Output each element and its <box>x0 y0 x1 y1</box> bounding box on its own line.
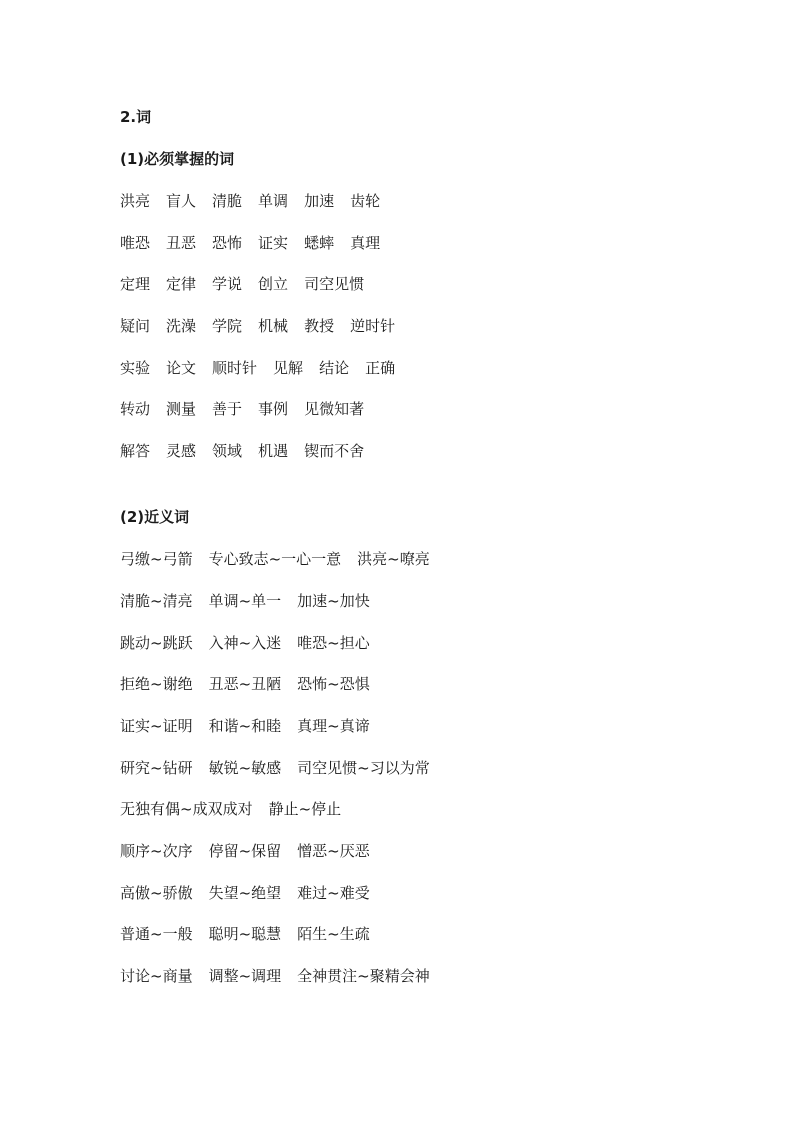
word-item: 加速 <box>304 192 335 210</box>
part2-heading: (2)近义词 <box>120 508 190 527</box>
word-item: 司空见惯 <box>304 275 365 294</box>
synonym-pair: 证实~证明 <box>120 716 193 735</box>
synonym-row <box>120 714 720 738</box>
word-item: 解答 <box>120 442 151 461</box>
word-row <box>120 314 720 338</box>
synonym-pair: 高傲~骄傲 <box>120 883 193 902</box>
synonym-pair: 普通~一般 <box>120 925 193 944</box>
document-page <box>120 105 720 988</box>
synonym-pair: 加速~加快 <box>297 591 370 610</box>
synonym-pair: 憎恶~厌恶 <box>297 841 370 860</box>
word-item: 锲而不舍 <box>304 442 365 461</box>
word-item: 洪亮 <box>120 192 151 210</box>
section-title: 2.词 <box>120 108 152 126</box>
synonym-row <box>120 922 720 946</box>
synonym-pair: 静止~停止 <box>268 800 342 819</box>
word-item: 机械 <box>258 317 289 336</box>
synonym-pair: 洪亮~嘹亮 <box>357 550 430 569</box>
word-item: 真理 <box>350 233 381 252</box>
word-item: 学说 <box>212 275 243 294</box>
synonym-pair: 弓缴~弓箭 <box>120 550 193 569</box>
synonym-pair: 入神~入迷 <box>208 633 282 652</box>
word-item: 洗澡 <box>166 317 197 336</box>
word-row <box>120 272 720 296</box>
part2-synonym-list <box>120 547 720 988</box>
word-item: 齿轮 <box>350 192 381 210</box>
word-item: 单调 <box>258 192 289 210</box>
word-item: 学院 <box>212 317 243 336</box>
part1-word-list <box>120 189 720 463</box>
synonym-pair: 恐怖~恐惧 <box>297 675 370 694</box>
synonym-pair: 拒绝~谢绝 <box>120 675 193 694</box>
synonym-row <box>120 797 720 821</box>
synonym-pair: 唯恐~担心 <box>297 633 370 652</box>
word-item: 疑问 <box>120 317 151 336</box>
synonym-pair: 敏锐~敏感 <box>208 758 282 777</box>
word-item: 正确 <box>365 358 396 377</box>
word-item: 清脆 <box>212 192 243 210</box>
word-item: 测量 <box>166 400 197 419</box>
word-row <box>120 231 720 255</box>
word-item: 创立 <box>258 275 289 294</box>
synonym-pair: 丑恶~丑陋 <box>208 675 282 694</box>
synonym-row <box>120 631 720 655</box>
synonym-row <box>120 881 720 905</box>
synonym-pair: 清脆~清亮 <box>120 591 193 610</box>
synonym-row <box>120 839 720 863</box>
synonym-pair: 讨论~商量 <box>120 967 193 985</box>
word-item: 机遇 <box>258 442 289 461</box>
word-item: 蟋蟀 <box>304 233 335 252</box>
synonym-pair: 司空见惯~习以为常 <box>297 758 430 777</box>
word-item: 见解 <box>273 358 304 377</box>
word-item: 逆时针 <box>350 317 396 336</box>
word-item: 定律 <box>166 275 197 294</box>
word-item: 恐怖 <box>212 233 243 252</box>
word-item: 证实 <box>258 233 289 252</box>
synonym-row <box>120 756 720 780</box>
synonym-row <box>120 964 720 988</box>
synonym-pair: 专心致志~一心一意 <box>208 550 342 569</box>
word-item: 结论 <box>319 358 350 377</box>
synonym-row <box>120 672 720 696</box>
synonym-pair: 聪明~聪慧 <box>208 925 282 944</box>
synonym-row <box>120 589 720 613</box>
synonym-pair: 失望~绝望 <box>208 883 282 902</box>
word-item: 善于 <box>212 400 243 419</box>
part1-heading: (1)必须掌握的词 <box>120 150 235 168</box>
word-item: 丑恶 <box>166 233 197 252</box>
word-row <box>120 356 720 380</box>
synonym-pair: 单调~单一 <box>208 591 282 610</box>
synonym-row <box>120 547 720 571</box>
word-item: 唯恐 <box>120 233 151 252</box>
synonym-pair: 难过~难受 <box>297 883 370 902</box>
word-item: 盲人 <box>166 192 197 210</box>
synonym-pair: 顺序~次序 <box>120 841 193 860</box>
word-item: 见微知著 <box>304 400 365 419</box>
word-item: 顺时针 <box>212 358 258 377</box>
word-item: 教授 <box>304 317 335 336</box>
word-item: 实验 <box>120 358 151 377</box>
synonym-pair: 全神贯注~聚精会神 <box>297 967 430 985</box>
synonym-pair: 研究~钻研 <box>120 758 193 777</box>
synonym-pair: 陌生~生疏 <box>297 925 370 944</box>
synonym-pair: 停留~保留 <box>208 841 282 860</box>
synonym-pair: 真理~真谛 <box>297 716 370 735</box>
word-item: 事例 <box>258 400 289 419</box>
synonym-pair: 跳动~跳跃 <box>120 633 193 652</box>
synonym-pair: 调整~调理 <box>208 967 282 985</box>
word-row <box>120 189 720 213</box>
word-item: 领域 <box>212 442 243 461</box>
word-row <box>120 397 720 421</box>
word-item: 论文 <box>166 358 197 377</box>
word-item: 转动 <box>120 400 151 419</box>
word-row <box>120 439 720 463</box>
word-item: 灵感 <box>166 442 197 461</box>
word-item: 定理 <box>120 275 151 294</box>
synonym-pair: 无独有偶~成双成对 <box>120 800 253 819</box>
synonym-pair: 和谐~和睦 <box>208 716 282 735</box>
